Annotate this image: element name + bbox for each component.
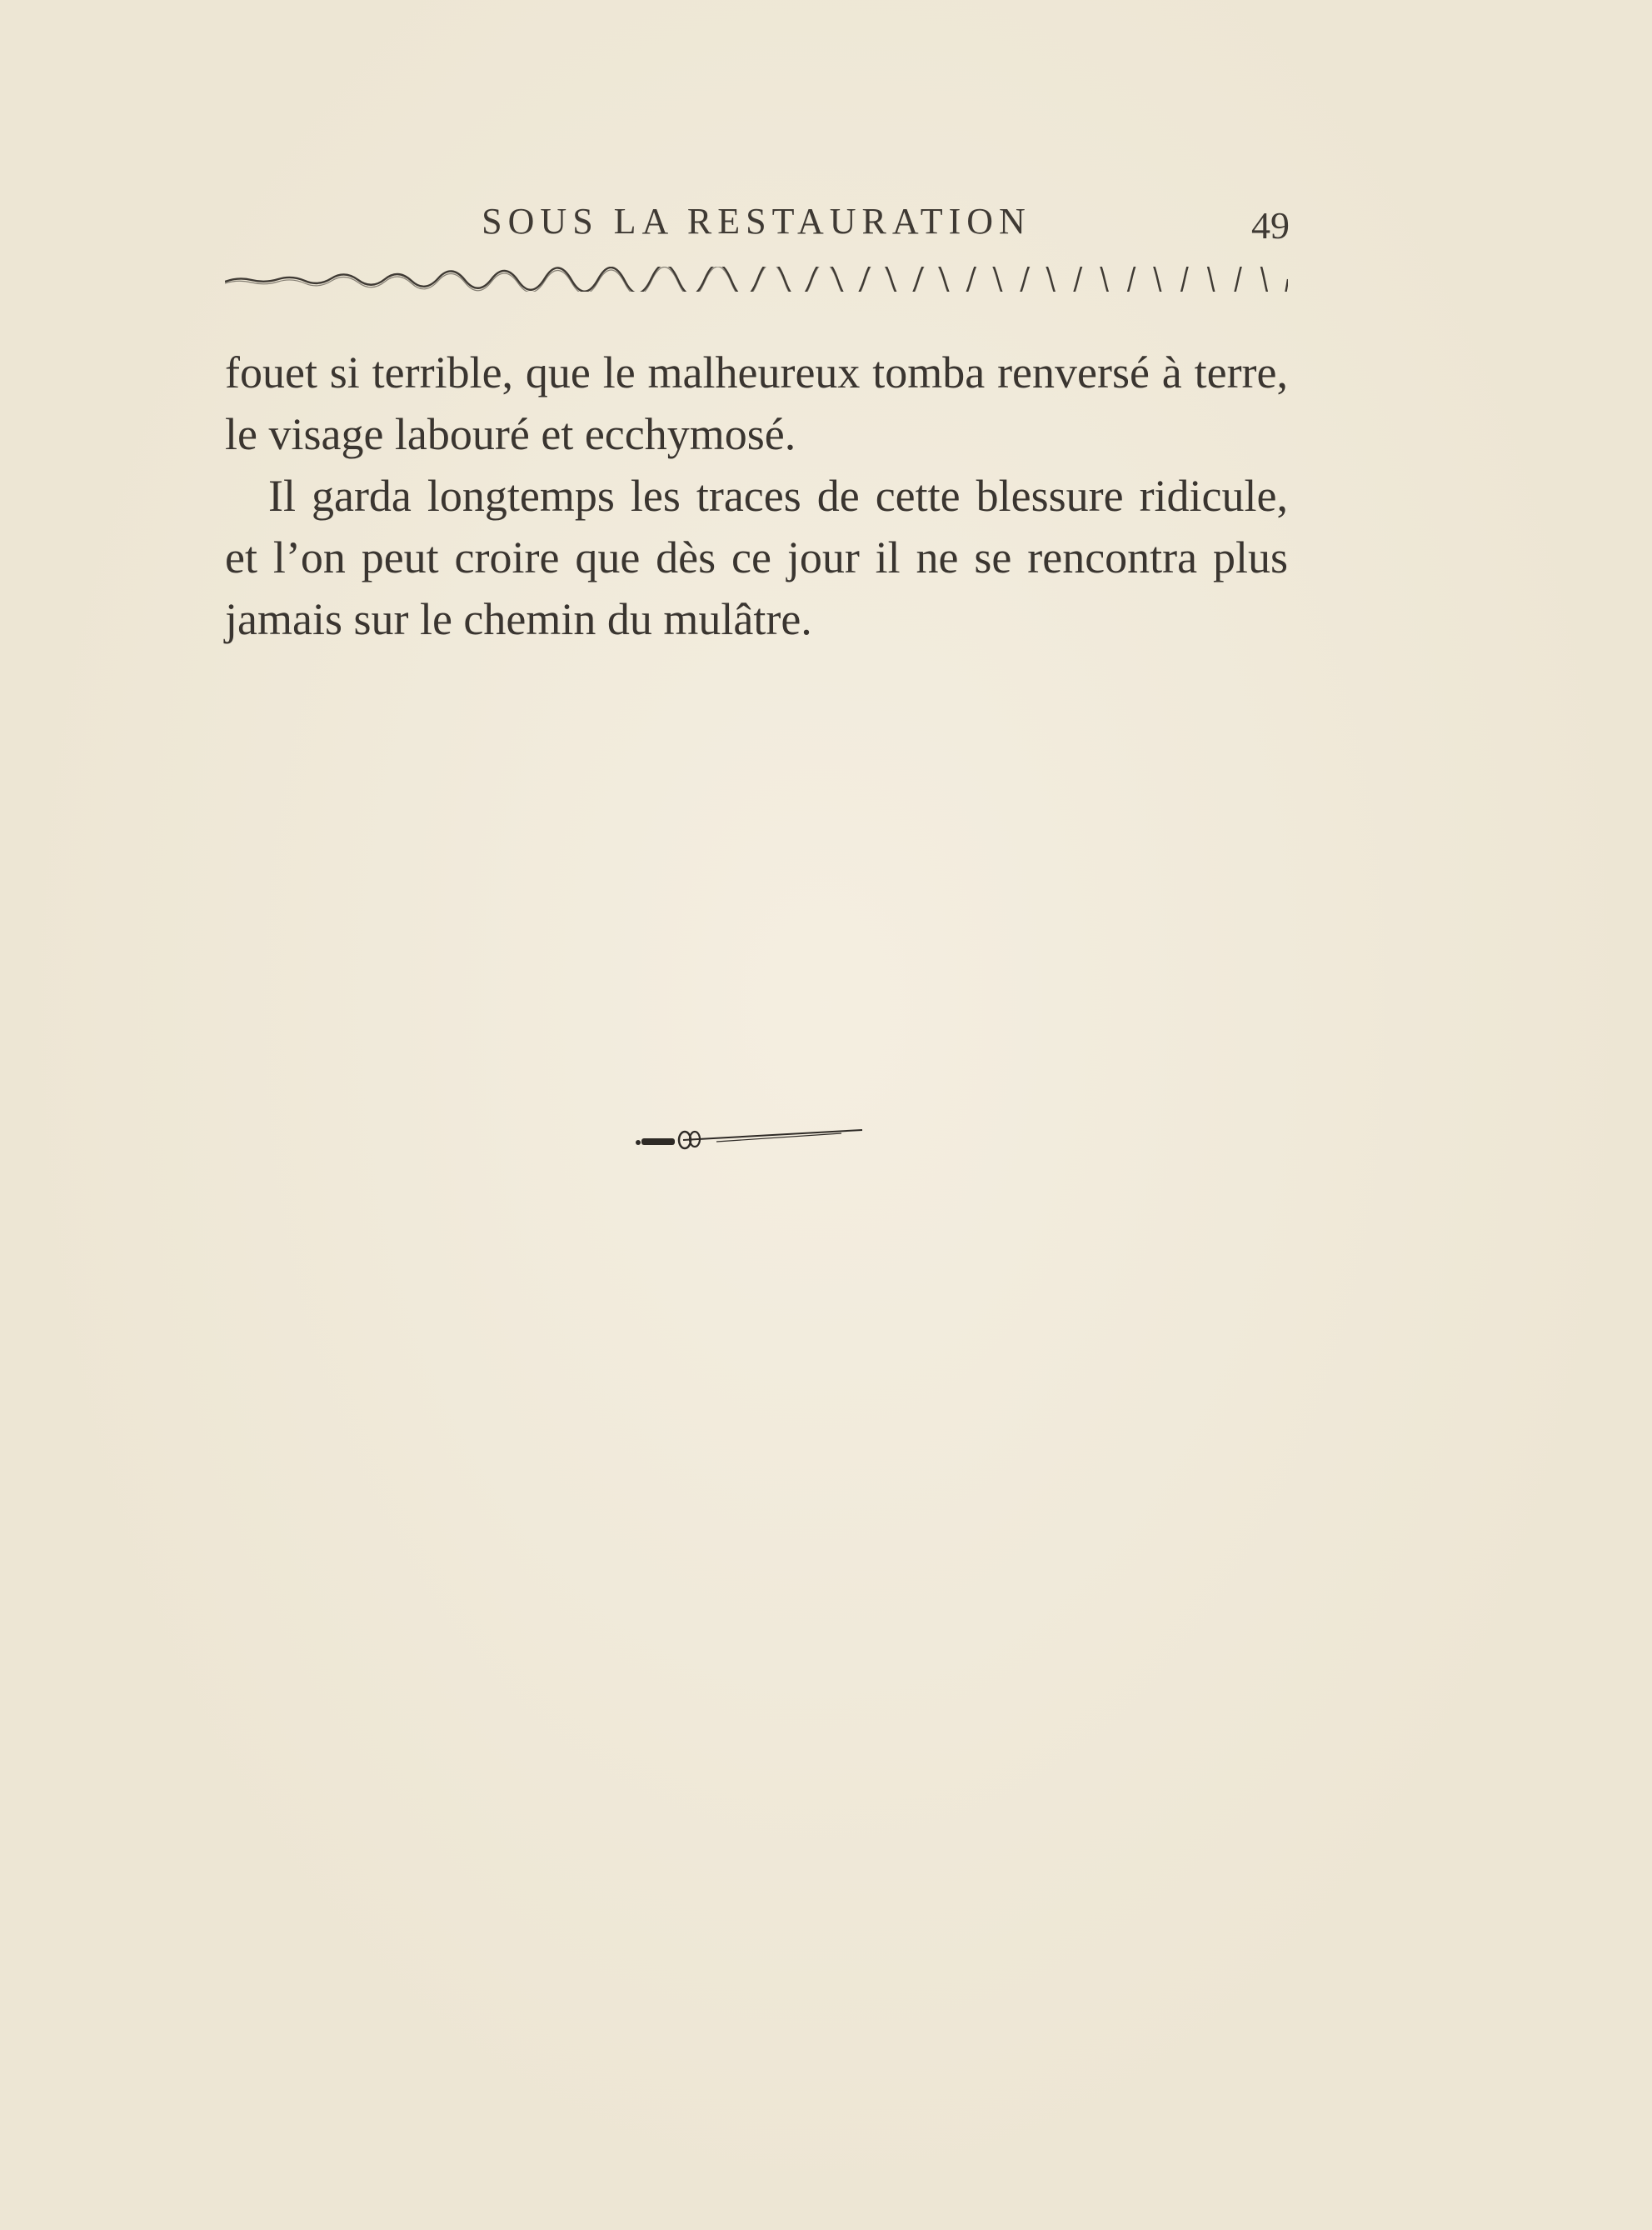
paragraph-2: Il garda longtemps les traces de cette blessure ridicule, et l’on peut croire que dès ce jour il ne se rencontra plus jamais sur le chemin du mulâtre.: [225, 471, 1288, 644]
body-text: [225, 342, 1288, 650]
running-title: SOUS LA RESTAURATION: [482, 201, 1031, 242]
tailpiece-ornament-icon: [633, 1115, 866, 1157]
page-number: 49: [1251, 204, 1290, 247]
page-header: [225, 193, 1288, 252]
paragraph-1: fouet si terrible, que le malheureux tomba renversé à terre, le visage labouré et ecchymosé.: [225, 348, 1288, 459]
header-wavy-rule: [225, 267, 1288, 292]
